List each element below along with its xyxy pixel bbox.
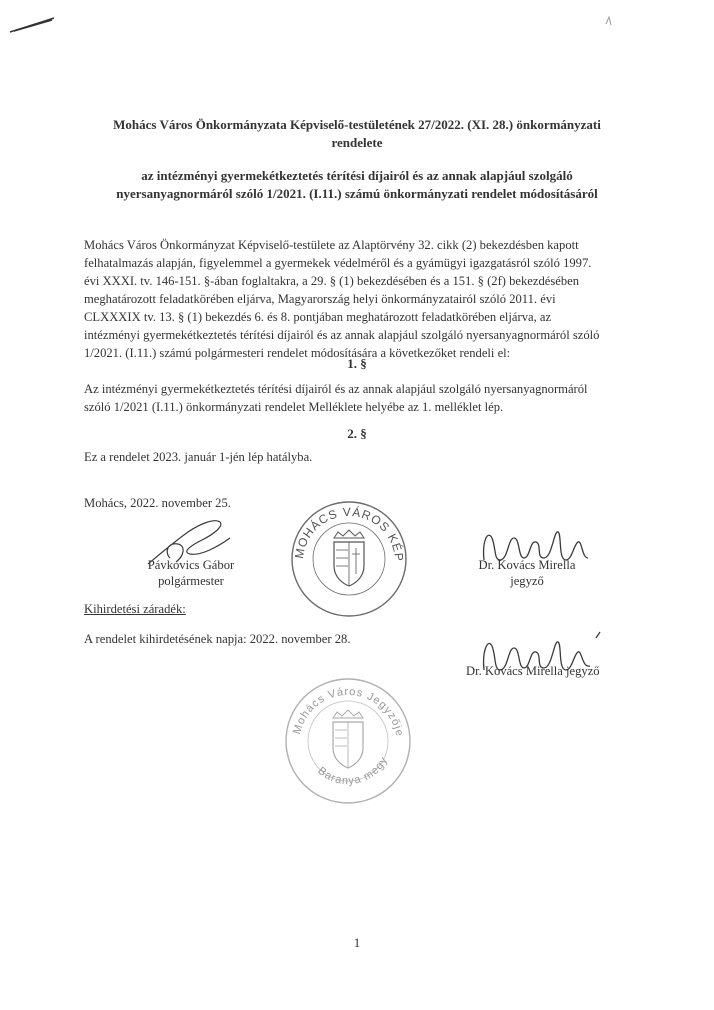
section-1-line: Az intézményi gyermekétkeztetés térítési díjairól és az annak alapjául szolgáló nyersanyagnormáról <box>84 382 588 396</box>
promulgation-signer: Dr. Kovács Mirella jegyző <box>466 664 600 678</box>
notary-seal-bottom-text: Baranya megye <box>279 667 391 788</box>
notary-signature-block <box>462 557 592 589</box>
section-2-text: Ez a rendelet 2023. január 1-jén lép hatályba. <box>84 450 313 464</box>
section-1-text <box>84 380 636 416</box>
promulgation-text: A rendelet kihirdetésének napja: 2022. november 28. <box>84 632 351 646</box>
place-date: Mohács, 2022. november 25. <box>84 496 231 510</box>
title-line-2: rendelete <box>331 135 383 150</box>
council-seal <box>284 489 408 618</box>
corner-scribble-mark <box>8 14 58 36</box>
preamble-line: intézményi gyermekétkeztetés térítési díjairól és az annak alapjául szolgáló nyersanyagnormáról szóló <box>84 328 600 342</box>
council-seal-text: MOHÁCS VÁROS KÉPVISELŐ-TESTÜLETE <box>284 489 407 563</box>
section-2-label: 2. § <box>347 426 367 441</box>
title-line-1: Mohács Város Önkormányzata Képviselő-testületének 27/2022. (XI. 28.) önkormányzati <box>113 117 601 132</box>
notary-seal <box>279 667 413 806</box>
preamble-line: felhatalmazás alapján, figyelemmel a gyermekek védelméről és a gyámügyi igazgatásról szóló 1997. <box>84 256 592 270</box>
preamble-line: meghatározott feladatkörében eljárva, Magyarország helyi önkormányzatairól szóló 2011. évi <box>84 292 556 306</box>
preamble-paragraph <box>84 236 636 362</box>
mayor-name: Pávkovics Gábor <box>147 558 235 572</box>
section-1-label: 1. § <box>347 356 367 371</box>
subtitle-line-1: az intézményi gyermekétkeztetés térítési díjairól és az annak alapjául szolgáló <box>141 168 573 183</box>
section-1-line: szóló 1/2021 (I.11.) önkormányzati rendelet Melléklete helyébe az 1. melléklet lép. <box>84 400 504 414</box>
promulgation-heading: Kihirdetési záradék: <box>84 602 186 616</box>
preamble-line: CLXXXIX tv. 13. § (1) bekezdés 6. és 8. pontjában meghatározott feladatkörében eljárva, az <box>84 310 552 324</box>
corner-tick-mark <box>604 14 614 28</box>
mayor-role: polgármester <box>158 574 224 588</box>
notary-role: jegyző <box>510 574 544 588</box>
subtitle-line-2: nyersanyagnormáról szóló 1/2021. (I.11.) számú önkormányzati rendelet módosításáról <box>116 186 598 201</box>
document-subtitle <box>60 167 654 203</box>
notary-seal-top-text: Mohács Város Jegyzője <box>290 685 406 739</box>
page-number: 1 <box>353 935 361 950</box>
notary-name: Dr. Kovács Mirella <box>478 558 576 572</box>
preamble-line: évi XXXI. tv. 146-151. §-ában foglaltakra, a 29. § (1) bekezdésében és a 151. § (2f) bekezdésében <box>84 274 580 288</box>
preamble-line: 1/2021. (I.11.) számú polgármesteri rendelet módosítására a következőket rendeli el: <box>84 346 511 360</box>
document-title <box>60 116 654 152</box>
preamble-line: Mohács Város Önkormányzat Képviselő-testülete az Alaptörvény 32. cikk (2) bekezdésben kapott <box>84 238 579 252</box>
mayor-signature-block <box>136 557 246 589</box>
